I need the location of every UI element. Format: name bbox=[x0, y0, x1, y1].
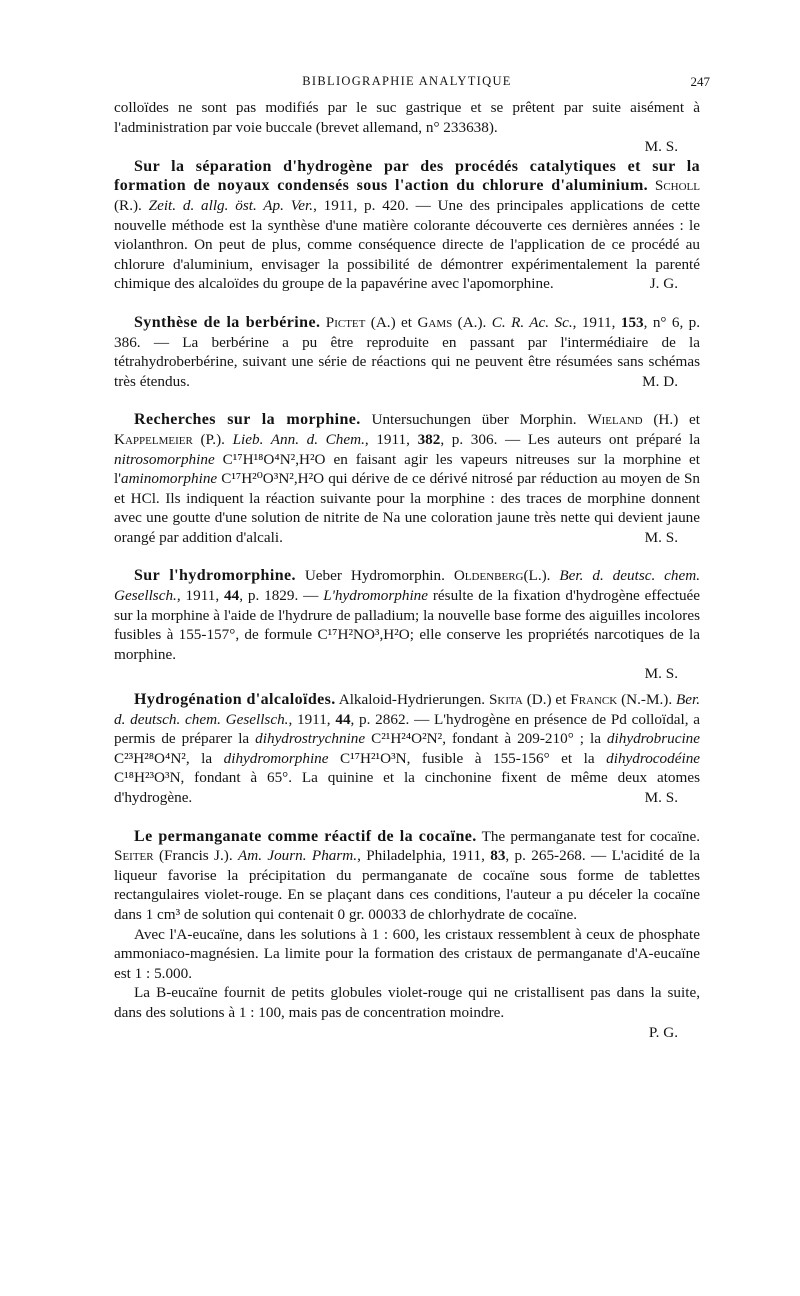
entry-author-2: Franck bbox=[570, 691, 618, 709]
entry-citation-pre: , Philadelphia, 1911, bbox=[357, 847, 485, 865]
entry-author-2-initial: (A.). bbox=[457, 313, 487, 331]
entry-author-2: Gams bbox=[417, 313, 453, 331]
entry-author-initial: (L.). bbox=[523, 567, 551, 585]
entry-separation bbox=[114, 157, 700, 294]
entry-body-part: L'acidité de la liqueur favorise la précipitation du permanganate de cocaïne sous forme de tablettes rectangulaires violet-rouge. En se plaçant dans ces conditions, l'auteur a pu déceler la cocaïne dans 1 cm³ de solution qui contenait 0 gr. 00033 de chlorhydrate de cocaïne. bbox=[114, 847, 701, 923]
running-title: BIBLIOGRAPHIE ANALYTIQUE bbox=[302, 74, 512, 88]
entry-title: Recherches sur la morphine. bbox=[134, 411, 361, 429]
entry-body-part: , la bbox=[185, 749, 213, 767]
entry-compound: dihydrocodéine bbox=[606, 749, 701, 767]
entry-hydromorphine bbox=[114, 566, 700, 684]
entry-citation-post: , p. 306. — bbox=[440, 430, 521, 448]
entry-citation-pre: , 1911, bbox=[288, 710, 331, 728]
page-number: 247 bbox=[690, 74, 710, 89]
entry-citation-post: , p. 1829. — bbox=[239, 587, 319, 605]
entry-author-initial: (D.) et bbox=[526, 691, 567, 709]
entry-citation-pre: , 1911, bbox=[176, 587, 220, 605]
entry-formula: C¹⁷H²⁰O³N²,H²O bbox=[221, 470, 325, 488]
entry-journal: C. R. Ac. Sc. bbox=[491, 313, 573, 331]
entry-title: Le permanganate comme réactif de la cocaïne. bbox=[134, 827, 477, 845]
entry-citation-post: , p. 2862. — bbox=[350, 710, 430, 728]
entry-citation-post: , n° 6, p. 386. — bbox=[114, 313, 701, 351]
entry-author-initial: (A.) et bbox=[370, 313, 413, 331]
entry-colloides bbox=[114, 98, 700, 157]
entry-volume: 382 bbox=[417, 430, 441, 448]
entry-volume: 44 bbox=[335, 710, 351, 728]
entry-author-initial: (H.) et bbox=[653, 411, 700, 429]
entry-journal: Am. Journ. Pharm. bbox=[237, 847, 358, 865]
entry-citation: , 1911, p. 420. — bbox=[313, 196, 431, 214]
entry-volume: 153 bbox=[620, 313, 644, 331]
entry-journal: Ber. d. deutsc. chem. Gesellsch. bbox=[114, 567, 701, 605]
entry-compound: dihydrobrucine bbox=[606, 730, 700, 748]
entry-compound: L'hydromorphine bbox=[323, 587, 428, 605]
entry-author: Skita bbox=[488, 691, 523, 709]
entry-volume: 44 bbox=[224, 587, 240, 605]
entry-alcaloides bbox=[114, 690, 700, 808]
entry-formula: C²¹H²⁴O²N² bbox=[371, 730, 443, 748]
entry-body-part: Les auteurs ont préparé la bbox=[527, 430, 701, 448]
entry-citation-pre: , 1911, bbox=[572, 313, 616, 331]
entry-permanganate bbox=[114, 827, 700, 1043]
entry-body: colloïdes ne sont pas modifiés par le suc gastrique et se prêtent par suite aisément à l'administration par voie buccale (brevet allemand, n° 233638). bbox=[114, 99, 700, 136]
entry-author: Seiter bbox=[114, 847, 154, 865]
entry-author-2-initial: (P.). bbox=[200, 430, 225, 448]
entry-journal: Ber. d. deutsch. chem. Gesellsch. bbox=[114, 691, 701, 728]
entry-paragraph: La B-eucaïne fournit de petits globules violet-rouge qui ne cristallisent pas dans la suite, dans des solutions à 1 : 100, mais pas de concentration moindre. bbox=[114, 984, 700, 1021]
entry-citation-pre: , 1911, bbox=[364, 430, 410, 448]
entry-signature: M. S. bbox=[644, 138, 678, 156]
entry-signature: J. G. bbox=[649, 275, 678, 293]
entry-morphine bbox=[114, 410, 700, 547]
entry-citation-post: , p. 265-268. — bbox=[505, 847, 607, 865]
entry-author-initial: (R.). bbox=[114, 196, 142, 214]
entry-author-initial: (Francis J.). bbox=[158, 847, 233, 865]
entry-signature: M. D. bbox=[642, 372, 678, 390]
entry-author: Wieland bbox=[587, 411, 643, 429]
entry-author-2-initial: (N.-M.). bbox=[621, 691, 673, 709]
entry-body-part: qui dérive de ce dérivé nitrosé par réduction au moyen de Sn et HCl. Ils indiquent la réaction suivante pour la morphine : des traces de morphine donnent avec une goutte d'une solution de nitrite de Na une coloration jaune très nette qui devient jaune orangé par addition d'alcali. bbox=[114, 470, 701, 546]
entry-compound: aminomorphine bbox=[120, 470, 218, 488]
entry-title: Sur l'hydromorphine. bbox=[134, 567, 296, 585]
entry-body-part: , fondant à 209-210° ; la bbox=[442, 730, 601, 748]
entry-body-part: résulte de la fixation d'hydrogène effectuée sur la morphine à l'aide de l'hydrure de palladium; la nouvelle base forme des aiguilles incolores fusibles à 155-157°, de formule bbox=[114, 587, 701, 644]
entry-volume: 83 bbox=[490, 847, 506, 865]
entry-english-title: The permanganate test for cocaïne. bbox=[481, 827, 701, 845]
entry-body-part: ; elle conserve les propriétés narcotiques de la morphine. bbox=[114, 626, 701, 663]
entry-body-part: , fondant à 65°. La quinine et la cinchonine fixent de même deux atomes d'hydrogène. bbox=[114, 769, 700, 806]
entry-formula: C²³H²⁸O⁴N² bbox=[114, 749, 186, 767]
entry-signature: P. G. bbox=[648, 1023, 678, 1041]
entry-compound: nitrosomorphine bbox=[114, 450, 215, 468]
entry-title: Sur la séparation d'hydrogène par des procédés catalytiques et sur la formation de noyaux condensés sous l'action du chlorure d'aluminium. bbox=[114, 157, 700, 195]
entry-author: Oldenberg bbox=[453, 567, 524, 585]
entry-journal: Zeit. d. allg. öst. Ap. Ver. bbox=[148, 196, 314, 214]
entry-title: Synthèse de la berbérine. bbox=[134, 313, 321, 331]
entry-author-2: Kappelmeier bbox=[114, 430, 193, 448]
entry-body-part: en faisant agir les vapeurs nitreuses sur la morphine et l' bbox=[114, 450, 701, 488]
entry-author: Scholl bbox=[654, 177, 700, 195]
entry-formula: C¹⁸H²³O³N bbox=[114, 769, 181, 787]
entry-formula: C¹⁷H²¹O³N bbox=[340, 749, 407, 767]
entry-body: Une des principales applications de cette nouvelle méthode est la synthèse d'une matière colorante découverte ces dernières années : le violanthron. On peut de plus, comme conséquence directe de l'application de ce procédé au chlorure d'aluminium, envisager la possibilité de démontrer expérimentalement la parenté chimique des alcaloïdes du groupe de la papavérine avec l'apomorphine. bbox=[114, 196, 701, 293]
running-head bbox=[114, 72, 710, 94]
entry-journal: Lieb. Ann. d. Chem. bbox=[232, 430, 365, 448]
entry-signature: M. S. bbox=[644, 789, 678, 806]
entry-signature: M. S. bbox=[644, 665, 678, 683]
entry-author: Pictet bbox=[325, 313, 366, 331]
entry-body: La berbérine a pu être reproduite en passant par l'intermédiaire de la tétrahydroberbérine, suivant une série de réactions qui ne peuvent être résumées sans schémas très étendus. bbox=[114, 333, 701, 390]
entry-body-part: L'hydrogène en présence de Pd colloïdal, a permis de préparer la bbox=[114, 710, 701, 748]
entry-title: Hydrogénation d'alcaloïdes. bbox=[134, 691, 336, 709]
entry-formula: C¹⁷H¹⁸O⁴N²,H²O bbox=[222, 450, 326, 468]
entry-paragraph: Avec l'A-eucaïne, dans les solutions à 1 : 600, les cristaux ressemblent à ceux de phosphate ammoniaco-magnésien. La limite pour la formation des cristaux de permanganate d'A-eucaïne est 1 : 5.000. bbox=[114, 925, 700, 982]
entry-signature: M. S. bbox=[644, 528, 678, 546]
entry-compound: dihydrostrychnine bbox=[255, 730, 366, 748]
entry-compound: dihydromorphine bbox=[223, 749, 329, 767]
entry-body-part: , fusible à 155-156° et la bbox=[406, 749, 595, 767]
entry-german-title: Ueber Hydromorphin. bbox=[304, 567, 445, 585]
entry-german-title: Untersuchungen über Morphin. bbox=[371, 411, 577, 429]
entry-formula: C¹⁷H²NO³,H²O bbox=[317, 626, 410, 644]
entry-german-title: Alkaloid-Hydrierungen. bbox=[338, 691, 486, 709]
page bbox=[114, 72, 710, 1042]
entry-berberine bbox=[114, 313, 700, 391]
